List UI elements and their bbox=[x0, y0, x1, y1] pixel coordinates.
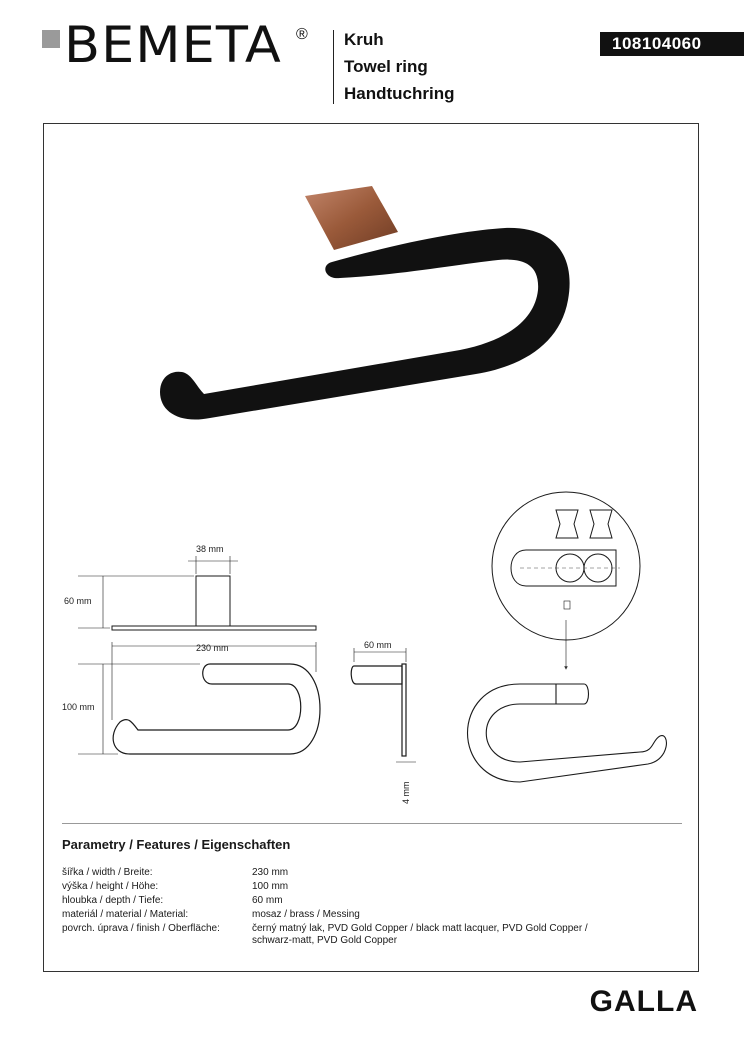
spec-label: výška / height / Höhe: bbox=[62, 881, 159, 892]
spec-value: mosaz / brass / Messing bbox=[252, 909, 360, 920]
dim-front-height: 100 mm bbox=[62, 702, 95, 712]
dim-top-width: 38 mm bbox=[196, 544, 224, 554]
detail-view-drawing bbox=[492, 492, 640, 668]
dim-front-width: 230 mm bbox=[196, 643, 229, 653]
product-name-cz: Kruh bbox=[344, 30, 384, 49]
features-divider bbox=[62, 823, 682, 824]
spec-label: šířka / width / Breite: bbox=[62, 867, 153, 878]
spec-label: hloubka / depth / Tiefe: bbox=[62, 895, 164, 906]
outline-view-drawing bbox=[468, 684, 667, 782]
product-name-de: Handtuchring bbox=[344, 84, 455, 103]
spec-value: 100 mm bbox=[252, 881, 289, 892]
side-view-drawing bbox=[351, 648, 416, 762]
dim-side-thickness: 4 mm bbox=[401, 781, 411, 804]
spec-value: 230 mm bbox=[252, 867, 289, 878]
black-ring bbox=[160, 228, 570, 420]
spec-value: 60 mm bbox=[252, 895, 283, 906]
copper-wall-mount bbox=[305, 186, 398, 250]
product-code-badge: 108104060 bbox=[600, 32, 744, 56]
dim-top-height: 60 mm bbox=[64, 596, 92, 606]
registered-mark: ® bbox=[296, 26, 308, 43]
top-view-drawing bbox=[78, 556, 316, 630]
spec-label: materiál / material / Material: bbox=[62, 909, 189, 920]
series-name: GALLA bbox=[589, 985, 698, 1018]
features-title: Parametry / Features / Eigenschaften bbox=[62, 837, 291, 852]
dim-side-depth: 60 mm bbox=[364, 640, 392, 650]
spec-label: povrch. úprava / finish / Oberfläche: bbox=[62, 923, 220, 934]
product-render bbox=[160, 186, 570, 420]
front-view-drawing bbox=[78, 642, 320, 754]
product-name-en: Towel ring bbox=[344, 57, 428, 76]
brand-logo: BEMETA bbox=[64, 16, 282, 74]
spec-value: černý matný lak, PVD Gold Copper / black matt lacquer, PVD Gold Copper / schwarz-matt, PVD Gold Copper bbox=[252, 923, 588, 946]
